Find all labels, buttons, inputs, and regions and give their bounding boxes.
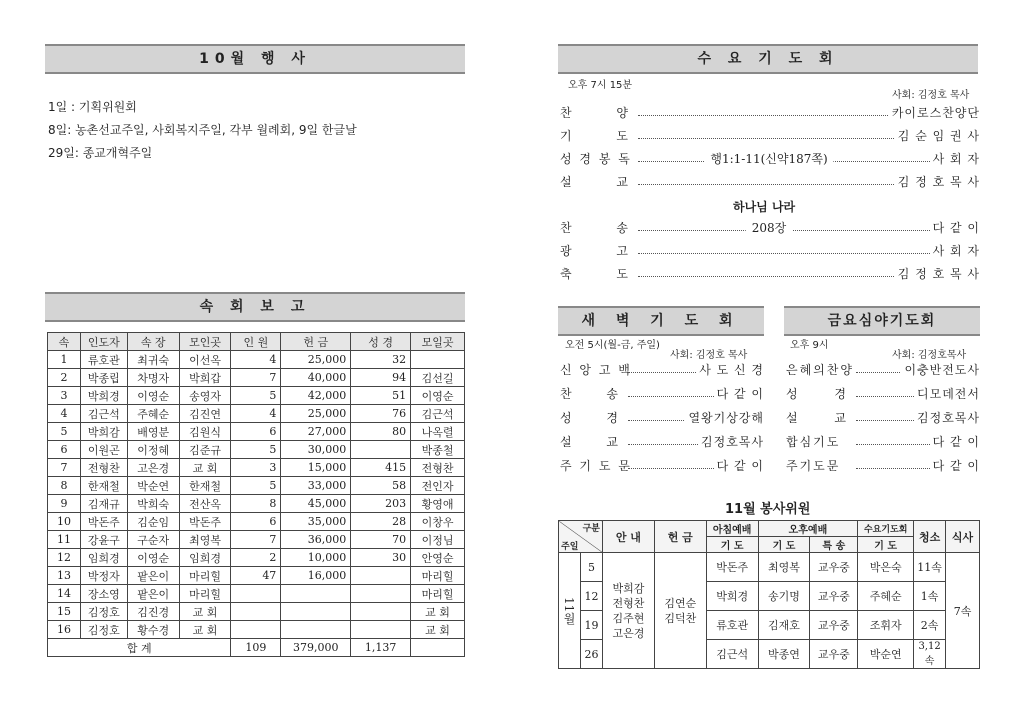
nov-morning-pray: 류호관: [706, 611, 758, 640]
order-item: [558, 242, 980, 260]
order-item-label: 성 경: [786, 387, 848, 401]
table-row: [48, 495, 465, 513]
order-item-person: 열왕기상강해: [685, 409, 764, 426]
report-cell-next-place: 이정님: [411, 531, 465, 549]
events-line-1: 1일 : 기획위원회: [48, 100, 137, 114]
report-cell-leader: 김정호: [80, 603, 127, 621]
report-cell-leader: 박돈주: [80, 513, 127, 531]
order-item: [784, 385, 980, 403]
report-total-label: 합 계: [48, 639, 231, 657]
report-cell-people: 6: [231, 513, 281, 531]
order-item-label: 기 도: [560, 129, 630, 143]
wed-leader: 사회: 김정호 목사: [892, 90, 970, 101]
report-cell-place: 교 회: [179, 621, 231, 639]
report-cell-bible: 32: [351, 351, 411, 369]
nov-special: 교우중: [810, 611, 858, 640]
report-cell-people: [231, 621, 281, 639]
report-cell-bible: [351, 585, 411, 603]
order-item: [558, 457, 764, 475]
order-item-person: 카이로스찬양단: [889, 104, 980, 121]
report-cell-sokjang: 주혜순: [127, 405, 179, 423]
order-item: [558, 127, 980, 145]
order-item-person: 김 정 호 목 사: [895, 265, 980, 282]
nov-morning-pray: 김근석: [706, 640, 758, 669]
report-cell-sokjang: 구순자: [127, 531, 179, 549]
nov-special: 교우중: [810, 640, 858, 669]
table-row: [48, 513, 465, 531]
report-cell-next-place: 김근석: [411, 405, 465, 423]
report-cell-sok: 14: [48, 585, 81, 603]
nov-clean: 11속: [914, 553, 946, 582]
report-header-people: 인 원: [231, 333, 281, 351]
report-cell-sok: 3: [48, 387, 81, 405]
report-header-place: 모인곳: [179, 333, 231, 351]
nov-header-gubun: 구분 주일: [559, 521, 603, 553]
report-cell-place: 박돈주: [179, 513, 231, 531]
report-cell-bible: 28: [351, 513, 411, 531]
nov-header-morning: 아침예배: [706, 521, 758, 537]
report-cell-leader: 김재규: [80, 495, 127, 513]
report-cell-place: 한재철: [179, 477, 231, 495]
report-cell-leader: 장소영: [80, 585, 127, 603]
report-cell-bible: 415: [351, 459, 411, 477]
report-cell-people: 3: [231, 459, 281, 477]
order-item-person: 김 순 임 권 사: [895, 127, 980, 144]
report-cell-sokjang: 김순임: [127, 513, 179, 531]
order-item-person: 다 같 이: [930, 219, 980, 236]
report-cell-bible: [351, 441, 411, 459]
report-total-people: 109: [231, 639, 281, 657]
order-item: [558, 409, 764, 427]
nov-wed-pray: 주혜순: [858, 582, 914, 611]
order-item-person: 김정호목사: [914, 409, 980, 426]
nov-month: 11월: [559, 553, 581, 669]
report-cell-bible: 51: [351, 387, 411, 405]
order-item-person: 사 회 자: [930, 150, 980, 167]
wed-title: 수 요 기 도 회: [558, 44, 978, 74]
report-cell-next-place: [411, 351, 465, 369]
report-cell-next-place: 교 회: [411, 621, 465, 639]
order-item-label: 광 고: [560, 244, 630, 258]
wed-time: 오후 7시 15분: [568, 80, 633, 91]
report-cell-offering: 36,000: [281, 531, 351, 549]
report-total-empty: [411, 639, 465, 657]
report-cell-offering: 45,000: [281, 495, 351, 513]
report-cell-sokjang: 고은경: [127, 459, 179, 477]
report-cell-sok: 1: [48, 351, 81, 369]
order-item-label: 성 경 봉 독: [560, 152, 632, 166]
wed-order-list-2: [558, 219, 980, 289]
order-item-label: 주 기 도 문: [560, 459, 632, 473]
table-row: [48, 621, 465, 639]
nov-header-offering: 헌 금: [654, 521, 706, 553]
order-item-label: 성 경: [560, 411, 620, 425]
nov-afternoon-pray: 김재호: [758, 611, 810, 640]
table-row: [48, 405, 465, 423]
report-cell-sokjang: 박순연: [127, 477, 179, 495]
report-header-bible: 성 경: [351, 333, 411, 351]
order-item-person: 디모데전서: [914, 385, 980, 402]
report-cell-people: 4: [231, 405, 281, 423]
order-item: [558, 173, 980, 191]
report-cell-bible: 94: [351, 369, 411, 387]
report-cell-leader: 박종립: [80, 369, 127, 387]
report-cell-sok: 2: [48, 369, 81, 387]
order-item-label: 찬 양: [560, 106, 630, 120]
fri-order-list: [784, 361, 980, 476]
volunteer-table: [558, 520, 980, 669]
wed-order-list: [558, 104, 980, 196]
report-cell-leader: 임희경: [80, 549, 127, 567]
report-header-offering: 헌 금: [281, 333, 351, 351]
nov-day: 19: [580, 611, 602, 640]
nov-header-meal: 식사: [946, 521, 980, 553]
report-cell-bible: 76: [351, 405, 411, 423]
report-cell-place: 이선옥: [179, 351, 231, 369]
report-cell-sok: 4: [48, 405, 81, 423]
report-cell-bible: 203: [351, 495, 411, 513]
order-item-person: 다 같 이: [930, 457, 980, 474]
report-cell-bible: 58: [351, 477, 411, 495]
order-item-person: 다 같 이: [714, 385, 764, 402]
report-cell-leader: 박희감: [80, 423, 127, 441]
report-cell-sokjang: 이영순: [127, 549, 179, 567]
report-cell-next-place: 박종철: [411, 441, 465, 459]
wed-sermon-title: 하나님 나라: [733, 200, 796, 214]
order-item-label: 설 교: [560, 435, 620, 449]
dotted-leader: [638, 221, 974, 231]
report-cell-people: 2: [231, 549, 281, 567]
report-cell-place: 교 회: [179, 603, 231, 621]
report-cell-offering: 25,000: [281, 405, 351, 423]
report-cell-sokjang: 배영분: [127, 423, 179, 441]
report-total-bible: 1,137: [351, 639, 411, 657]
nov-morning-pray: 박돈주: [706, 553, 758, 582]
order-item-label: 합심기도: [786, 435, 841, 449]
report-cell-people: 8: [231, 495, 281, 513]
nov-wed-pray: 박순연: [858, 640, 914, 669]
report-cell-bible: 80: [351, 423, 411, 441]
nov-title: 11월 봉사위원: [725, 502, 811, 517]
order-item: [558, 150, 980, 168]
report-cell-place: 임희경: [179, 549, 231, 567]
report-cell-people: 6: [231, 423, 281, 441]
order-item: [784, 409, 980, 427]
dawn-time: 오전 5시(월-금, 주일): [565, 340, 660, 351]
report-cell-offering: 15,000: [281, 459, 351, 477]
nov-header-afternoon-pray: 기 도: [758, 537, 810, 553]
order-item-label: 은혜의찬양: [786, 363, 854, 377]
report-cell-sok: 11: [48, 531, 81, 549]
report-cell-people: [231, 585, 281, 603]
fri-title: 금요심야기도회: [784, 306, 980, 336]
nov-special: 교우중: [810, 582, 858, 611]
report-cell-sok: 9: [48, 495, 81, 513]
report-cell-sok: 12: [48, 549, 81, 567]
report-cell-people: 5: [231, 477, 281, 495]
dotted-leader: [638, 244, 974, 254]
fri-leader: 사회: 김정호목사: [892, 350, 967, 361]
report-cell-sokjang: 이정혜: [127, 441, 179, 459]
report-cell-sokjang: 김진경: [127, 603, 179, 621]
table-row: [48, 351, 465, 369]
report-header-sokjang: 속 장: [127, 333, 179, 351]
nov-wed-pray: 박은숙: [858, 553, 914, 582]
table-row: [48, 459, 465, 477]
report-cell-sok: 6: [48, 441, 81, 459]
report-cell-bible: 30: [351, 549, 411, 567]
report-total-offering: 379,000: [281, 639, 351, 657]
order-item: [784, 361, 980, 379]
nov-day: 12: [580, 582, 602, 611]
report-cell-next-place: 황영애: [411, 495, 465, 513]
report-header-next-place: 모일곳: [411, 333, 465, 351]
report-cell-sokjang: 황수경: [127, 621, 179, 639]
report-cell-offering: 40,000: [281, 369, 351, 387]
nov-header-afternoon: 오후예배: [758, 521, 858, 537]
table-row: [48, 531, 465, 549]
report-cell-sok: 7: [48, 459, 81, 477]
report-cell-next-place: 교 회: [411, 603, 465, 621]
report-cell-offering: 10,000: [281, 549, 351, 567]
report-cell-next-place: 마리힐: [411, 585, 465, 603]
order-item-person: 김 정 호 목 사: [895, 173, 980, 190]
report-cell-leader: 박정자: [80, 567, 127, 585]
nov-header-morning-pray: 기 도: [706, 537, 758, 553]
report-cell-next-place: 전형찬: [411, 459, 465, 477]
report-cell-next-place: 안영순: [411, 549, 465, 567]
order-item-detail: 208장: [746, 219, 793, 236]
report-cell-bible: [351, 621, 411, 639]
events-line-2: 8일: 농촌선교주일, 사회복지주일, 각부 월례회, 9일 한글날: [48, 123, 357, 137]
report-cell-offering: 30,000: [281, 441, 351, 459]
report-table: [47, 332, 465, 657]
report-cell-sok: 5: [48, 423, 81, 441]
report-cell-sokjang: 차명자: [127, 369, 179, 387]
table-row: [48, 441, 465, 459]
report-cell-place: 김원식: [179, 423, 231, 441]
report-cell-sok: 10: [48, 513, 81, 531]
order-item-person: 다 같 이: [930, 433, 980, 450]
report-cell-people: 47: [231, 567, 281, 585]
report-cell-next-place: 전인자: [411, 477, 465, 495]
nov-day: 26: [580, 640, 602, 669]
report-cell-people: 5: [231, 441, 281, 459]
nov-day: 5: [580, 553, 602, 582]
table-row: [48, 369, 465, 387]
order-item-person: 다 같 이: [714, 457, 764, 474]
order-item: [558, 219, 980, 237]
report-cell-people: 7: [231, 531, 281, 549]
table-row: [48, 603, 465, 621]
report-cell-bible: [351, 603, 411, 621]
nov-clean: 2속: [914, 611, 946, 640]
report-cell-sokjang: 최귀숙: [127, 351, 179, 369]
report-cell-leader: 류호관: [80, 351, 127, 369]
order-item: [558, 104, 980, 122]
report-cell-sok: 16: [48, 621, 81, 639]
table-row: [48, 567, 465, 585]
nov-morning-pray: 박희경: [706, 582, 758, 611]
nov-header-clean: 청소: [914, 521, 946, 553]
order-item-person: 사 회 자: [930, 242, 980, 259]
dawn-order-list: [558, 361, 764, 476]
report-cell-leader: 전형찬: [80, 459, 127, 477]
report-cell-sok: 13: [48, 567, 81, 585]
report-cell-people: 7: [231, 369, 281, 387]
nov-clean: 1속: [914, 582, 946, 611]
report-cell-offering: 42,000: [281, 387, 351, 405]
order-item-person: 김정호목사: [698, 433, 764, 450]
fri-time: 오후 9시: [790, 340, 829, 351]
report-cell-offering: 35,000: [281, 513, 351, 531]
report-cell-offering: 27,000: [281, 423, 351, 441]
report-cell-place: 교 회: [179, 459, 231, 477]
nov-header-special: 특 송: [810, 537, 858, 553]
report-cell-place: 전산옥: [179, 495, 231, 513]
report-cell-sok: 8: [48, 477, 81, 495]
events-line-3: 29일: 종교개혁주일: [48, 146, 153, 160]
events-title: 10월 행 사: [45, 44, 465, 74]
nov-header-wed: 수요기도회: [858, 521, 914, 537]
report-cell-leader: 강윤구: [80, 531, 127, 549]
report-cell-leader: 박희경: [80, 387, 127, 405]
report-cell-bible: 70: [351, 531, 411, 549]
order-item: [558, 265, 980, 283]
report-cell-people: 4: [231, 351, 281, 369]
report-header-sok: 속: [48, 333, 81, 351]
order-item-label: 설 교: [786, 411, 848, 425]
order-item-detail: 행1:1-11(신약187쪽): [704, 150, 833, 167]
order-item-label: 찬 송: [560, 387, 620, 401]
nov-afternoon-pray: 박종연: [758, 640, 810, 669]
nov-meal: 7속: [946, 553, 980, 669]
report-cell-leader: 김정호: [80, 621, 127, 639]
table-row: [48, 477, 465, 495]
nov-guides: 박희감 전형찬 김주현 고은경: [602, 553, 654, 669]
report-cell-next-place: 이창우: [411, 513, 465, 531]
report-cell-leader: 김근석: [80, 405, 127, 423]
nov-afternoon-pray: 최영복: [758, 553, 810, 582]
report-cell-place: 마리힐: [179, 585, 231, 603]
table-row: [48, 549, 465, 567]
order-item-label: 설 교: [560, 175, 630, 189]
report-cell-place: 송영자: [179, 387, 231, 405]
report-cell-sokjang: 박희숙: [127, 495, 179, 513]
table-row: [48, 585, 465, 603]
report-cell-leader: 이원곤: [80, 441, 127, 459]
nov-wed-pray: 조휘자: [858, 611, 914, 640]
report-cell-sokjang: 팥은이: [127, 585, 179, 603]
report-title: 속 회 보 고: [45, 292, 465, 322]
nov-offerers: 김연순 김덕찬: [654, 553, 706, 669]
report-cell-people: [231, 603, 281, 621]
report-cell-next-place: 김선길: [411, 369, 465, 387]
nov-header-guide: 안 내: [602, 521, 654, 553]
report-cell-people: 5: [231, 387, 281, 405]
report-cell-offering: 25,000: [281, 351, 351, 369]
report-cell-next-place: 이영순: [411, 387, 465, 405]
order-item: [558, 361, 764, 379]
report-cell-place: 마리힐: [179, 567, 231, 585]
order-item: [558, 385, 764, 403]
report-header-leader: 인도자: [80, 333, 127, 351]
dawn-leader: 사회: 김정호 목사: [670, 350, 748, 361]
report-cell-next-place: 나옥렬: [411, 423, 465, 441]
report-cell-offering: [281, 585, 351, 603]
order-item-label: 주기도문: [786, 459, 841, 473]
nov-clean: 3,12속: [914, 640, 946, 669]
report-cell-place: 박희갑: [179, 369, 231, 387]
report-cell-place: 김준규: [179, 441, 231, 459]
nov-afternoon-pray: 송기명: [758, 582, 810, 611]
report-cell-offering: 16,000: [281, 567, 351, 585]
report-cell-bible: [351, 567, 411, 585]
order-item-label: 신 앙 고 백: [560, 363, 632, 377]
report-cell-offering: [281, 621, 351, 639]
table-row: [48, 423, 465, 441]
report-cell-sokjang: 이영순: [127, 387, 179, 405]
report-cell-sok: 15: [48, 603, 81, 621]
report-cell-offering: 33,000: [281, 477, 351, 495]
order-item-person: 사 도 신 경: [696, 361, 764, 378]
report-cell-next-place: 마리힐: [411, 567, 465, 585]
dawn-title: 새 벽 기 도 회: [558, 306, 764, 336]
report-cell-place: 김진연: [179, 405, 231, 423]
order-item-person: 이충반전도사: [901, 361, 980, 378]
report-cell-leader: 한재철: [80, 477, 127, 495]
nov-special: 교우중: [810, 553, 858, 582]
report-cell-offering: [281, 603, 351, 621]
order-item-label: 축 도: [560, 267, 630, 281]
order-item: [784, 457, 980, 475]
table-row: [48, 387, 465, 405]
report-cell-sokjang: 팥은이: [127, 567, 179, 585]
order-item: [558, 433, 764, 451]
order-item-label: 찬 송: [560, 221, 630, 235]
nov-header-wed-pray: 기 도: [858, 537, 914, 553]
order-item: [784, 433, 980, 451]
report-cell-place: 최영복: [179, 531, 231, 549]
